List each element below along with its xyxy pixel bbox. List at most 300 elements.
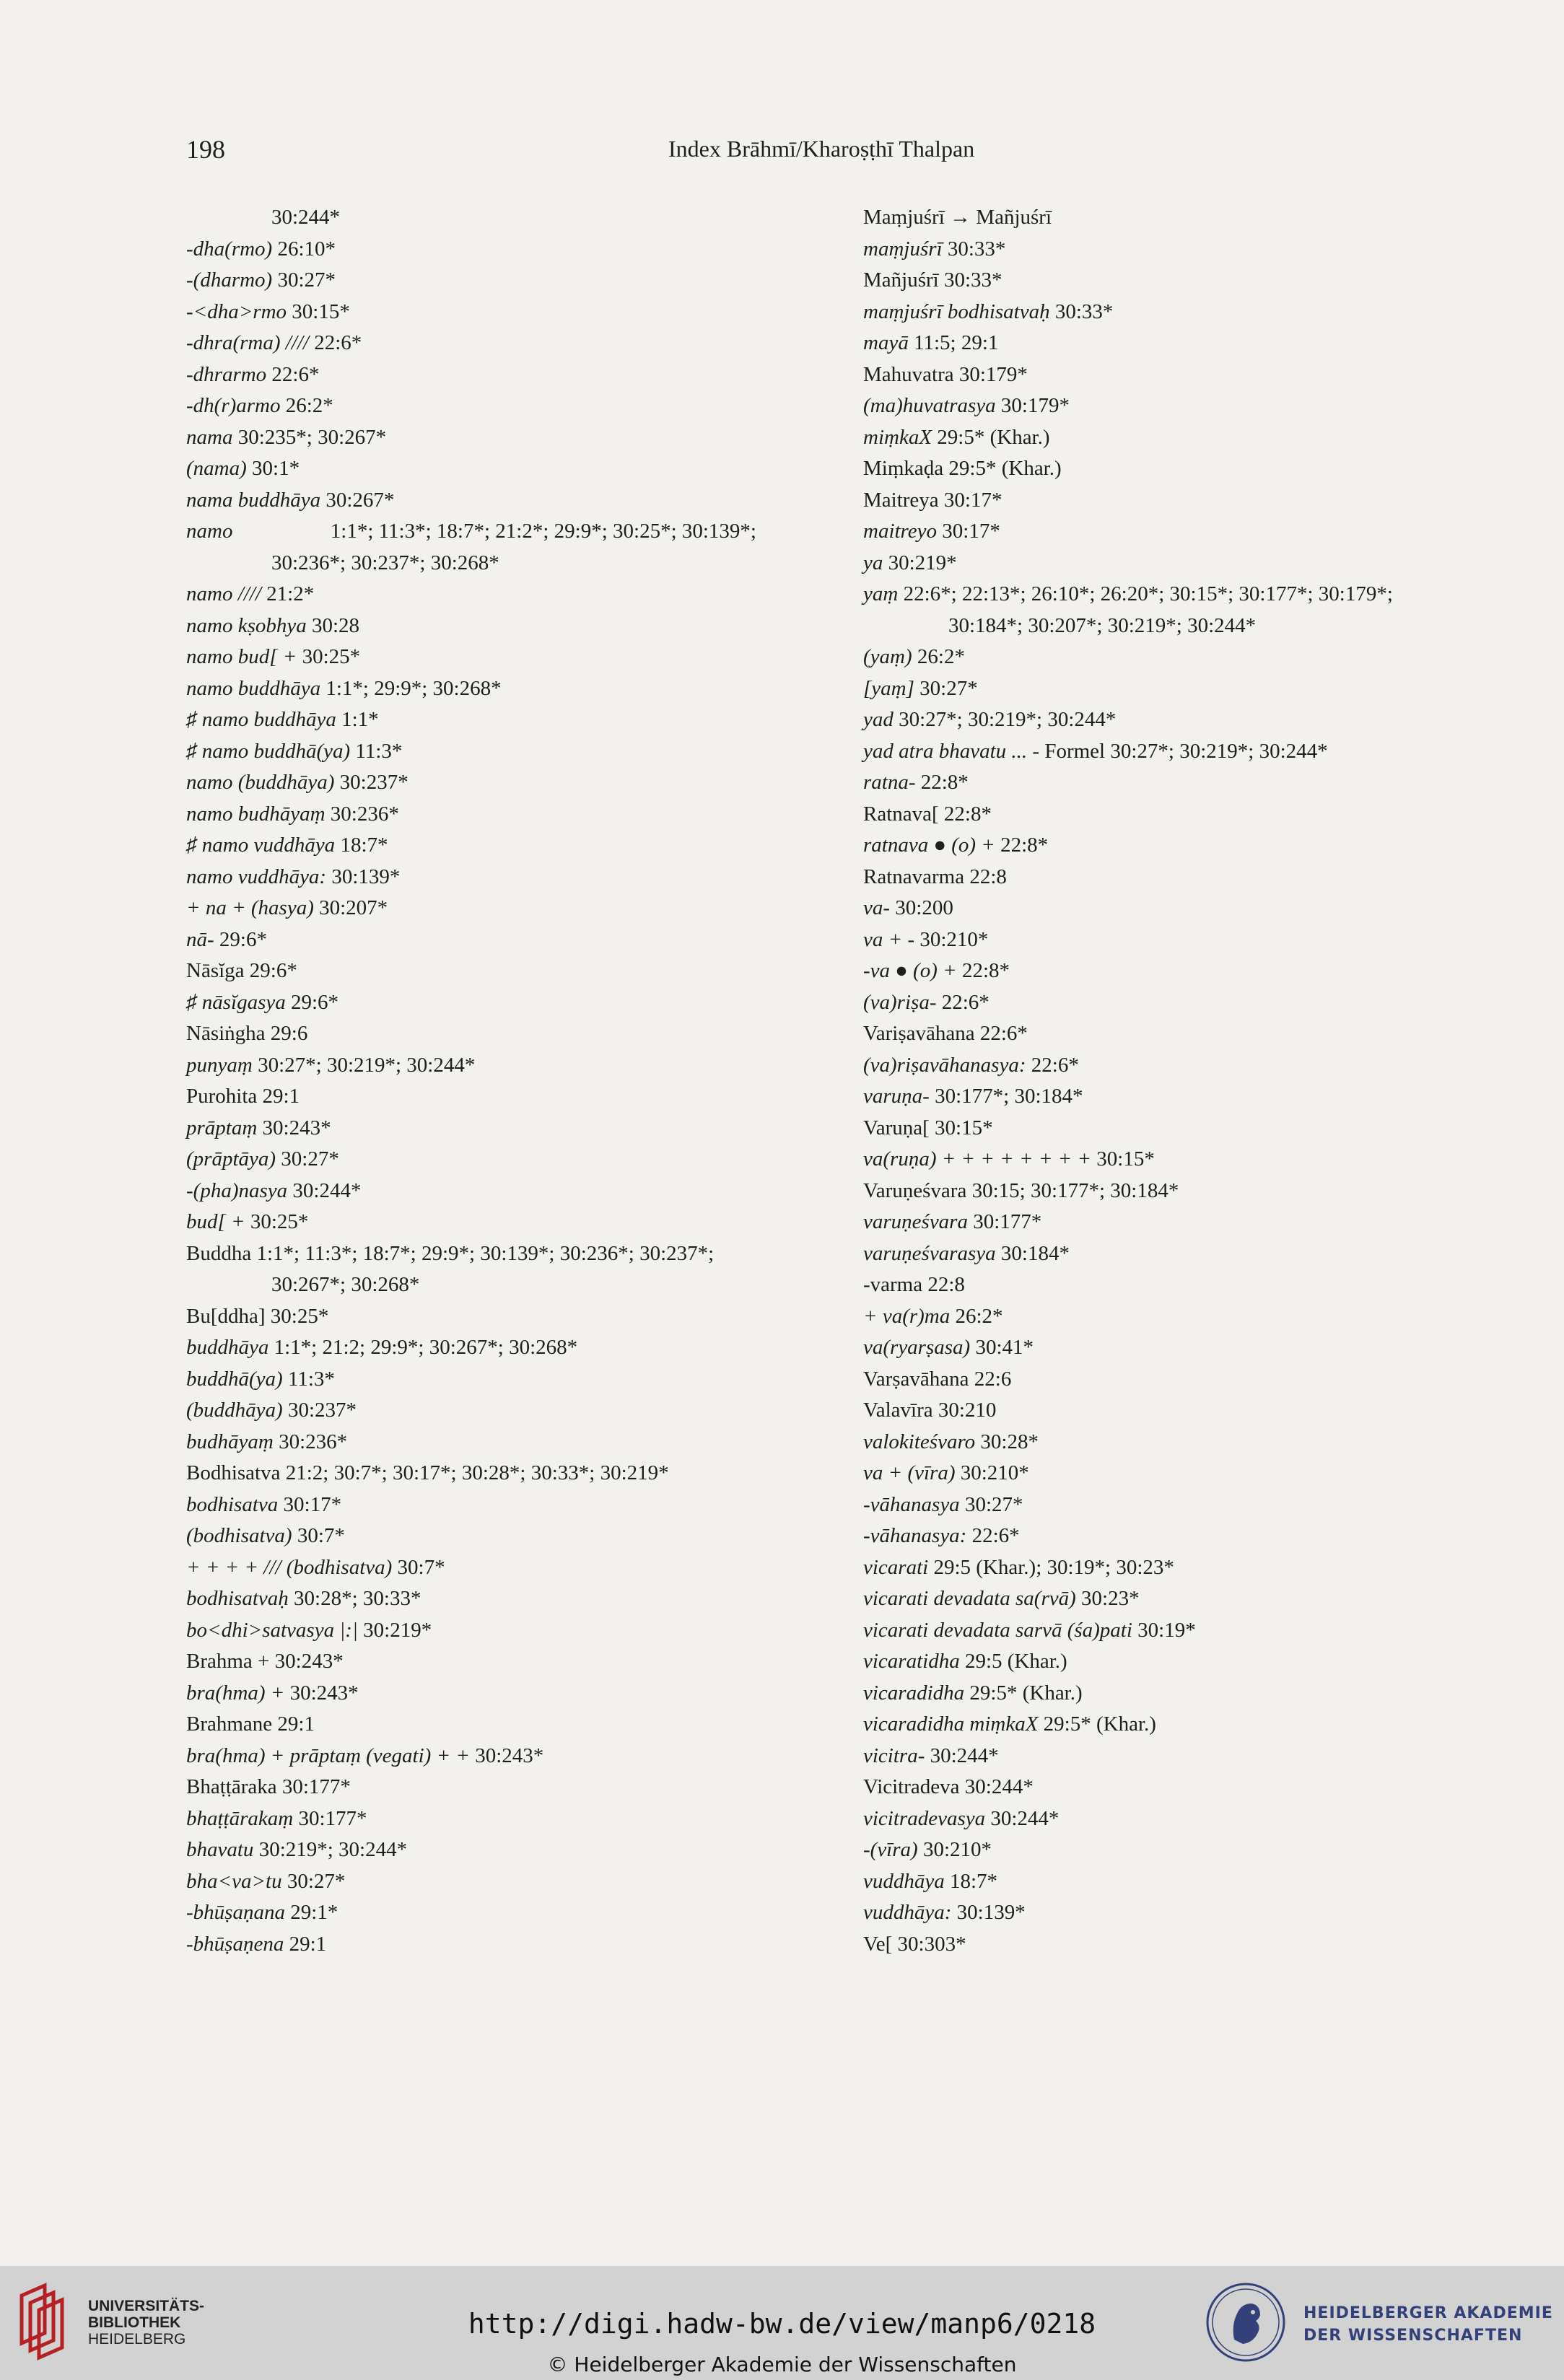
entry-references: - Formel 30:27*; 30:219*; 30:244* (1032, 739, 1328, 763)
index-entry (863, 1552, 1513, 1584)
index-entry (863, 1458, 1513, 1489)
entry-headword: -va ● (o) + (863, 959, 957, 982)
entry-headword: vuddhāya: (863, 1901, 952, 1924)
entry-references: 18:7* (340, 834, 388, 857)
index-entry (186, 1269, 814, 1301)
university-library-name: UNIVERSITÄTS- BIBLIOTHEK HEIDELBERG (88, 2298, 205, 2348)
index-entry (186, 1709, 814, 1741)
index-entry (186, 1772, 814, 1803)
entry-headword: namo budhāyaṃ (186, 802, 326, 826)
entry-headword: ♯ namo buddhāya (186, 708, 336, 731)
index-entry (186, 1521, 814, 1552)
index-entry (863, 955, 1513, 987)
index-entry (863, 1678, 1513, 1710)
entry-references: 30:177* (298, 1806, 367, 1830)
index-entry (863, 1018, 1513, 1050)
entry-headword: namo (buddhāya) (186, 771, 335, 794)
entry-references: 30:28*; 30:33* (294, 1587, 421, 1610)
index-entry (186, 328, 814, 359)
entry-references: 29:5 (Khar.); 30:19*; 30:23* (933, 1555, 1174, 1579)
entry-references: 22:8* (961, 959, 1010, 982)
entry-headword: maṃjuśrī bodhisatvaḥ (863, 299, 1050, 323)
entry-headword: vicarati devadata sa(rvā) (863, 1587, 1076, 1610)
entry-references: 30:17* (942, 520, 1000, 543)
entry-headword: punyaṃ (186, 1053, 253, 1077)
entry-headword: -dha(rmo) (186, 237, 273, 261)
entry-headword: -vāhanasya: (863, 1524, 967, 1547)
entry-references: 30:244* (930, 1744, 999, 1767)
index-entry (863, 1929, 1513, 1961)
entry-references: 30:244* (271, 206, 341, 229)
entry-references: 11:3* (355, 739, 403, 763)
entry-references: 30:179* (958, 362, 1028, 386)
index-entry (186, 234, 814, 266)
entry-headword: vicaradidha miṃkaX (863, 1712, 1039, 1736)
index-entry (863, 390, 1513, 422)
entry-headword: Brahmane (186, 1712, 273, 1736)
entry-references: 22:8 (927, 1273, 965, 1296)
index-entry (186, 1364, 814, 1396)
page-number: 198 (186, 135, 225, 164)
entry-references: 30:184*; 30:207*; 30:219*; 30:244* (948, 613, 1257, 637)
entry-references: 30:27* (281, 1147, 339, 1171)
entry-headword: Bodhisatva (186, 1461, 281, 1484)
entry-headword: va + (vīra) (863, 1461, 956, 1484)
entry-headword: vicarati devadata sarvā (śa)pati (863, 1618, 1132, 1642)
footer-bar (0, 2266, 1564, 2380)
entry-headword: bhaṭṭārakaṃ (186, 1806, 294, 1830)
index-entry (186, 202, 814, 234)
entry-headword: valokiteśvaro (863, 1430, 976, 1453)
entry-references: 30:235*; 30:267* (237, 425, 387, 449)
entry-references: 30:25* (302, 645, 361, 668)
index-entry (863, 1238, 1513, 1270)
index-entry (863, 893, 1513, 924)
entry-references: 30:236*; 30:237*; 30:268* (271, 551, 499, 574)
index-entry (863, 1081, 1513, 1113)
entry-headword: Maitreya (863, 488, 939, 512)
entry-headword: Ratnavarma (863, 865, 965, 888)
index-entry (186, 485, 814, 517)
academy-seal-icon (1205, 2282, 1286, 2363)
entry-references: 22:6* (979, 1022, 1028, 1045)
entry-headword: Purohita (186, 1085, 258, 1108)
index-entry (186, 1207, 814, 1238)
entry-headword: vicarati (863, 1555, 929, 1579)
index-entry (186, 390, 814, 422)
entry-references: 30:210* (922, 1838, 992, 1861)
entry-references: 30:1* (252, 457, 300, 480)
entry-references: 30:210 (938, 1399, 997, 1422)
copyright-notice: © Heidelberger Akademie der Wissenschaften (547, 2353, 1017, 2376)
entry-headword: budhāyaṃ (186, 1430, 274, 1453)
entry-references: 11:5; 29:1 (914, 331, 999, 354)
entry-headword: maṃjuśrī (863, 237, 943, 261)
entry-headword: Brahma + (186, 1650, 270, 1673)
entry-headword: Nāsĭga (186, 959, 245, 982)
entry-references: 29:1 (262, 1085, 300, 1108)
index-entry (186, 1332, 814, 1364)
entry-references: 1:1*; 29:9*; 30:268* (326, 676, 502, 700)
entry-headword: -dhrarmo (186, 362, 267, 386)
entry-references: 21:2* (266, 582, 315, 605)
index-entry (863, 1332, 1513, 1364)
entry-references: 30:303* (897, 1932, 966, 1956)
entry-references: 1:1*; 11:3*; 18:7*; 29:9*; 30:139*; 30:236*; 30:237*; (256, 1241, 715, 1265)
entry-headword: vicaradidha (863, 1681, 965, 1705)
index-entry (186, 955, 814, 987)
entry-headword: bra(hma) + prāptaṃ (vegati) + + (186, 1744, 470, 1767)
index-entry (863, 924, 1513, 956)
entry-headword: (nama) (186, 457, 247, 480)
index-entry (186, 579, 814, 611)
entry-headword: ya (863, 551, 883, 574)
entry-references: 30:15; 30:177*; 30:184* (971, 1178, 1179, 1202)
entry-headword: bud[ + (186, 1210, 245, 1233)
index-entry (863, 202, 1513, 234)
entry-references: 30:28* (980, 1430, 1039, 1453)
entry-references: 29:1 (277, 1712, 315, 1736)
entry-references: 22:6* (941, 990, 989, 1014)
index-entry (863, 1615, 1513, 1647)
index-entry (863, 1395, 1513, 1427)
entry-references: 30:244* (964, 1775, 1034, 1798)
entry-headword: bha<va>tu (186, 1869, 282, 1893)
index-entry (863, 1741, 1513, 1772)
index-entry (186, 1803, 814, 1835)
entry-headword: prāptaṃ (186, 1116, 258, 1139)
index-entry (186, 1238, 814, 1270)
entry-references: 18:7* (950, 1869, 998, 1893)
entry-headword: (ma)huvatrasya (863, 394, 996, 417)
entry-references: 30:177*; 30:184* (935, 1085, 1083, 1108)
entry-headword: -(vīra) (863, 1838, 918, 1861)
index-entry (863, 234, 1513, 266)
entry-references: 30:177* (973, 1210, 1042, 1233)
entry-headword: Ratnava[ (863, 802, 939, 826)
entry-references: 30:33* (947, 237, 1006, 261)
entry-headword: namo buddhāya (186, 676, 321, 700)
entry-references: 22:6* (314, 331, 362, 354)
entry-headword: vuddhāya (863, 1869, 945, 1893)
index-entry (863, 1207, 1513, 1238)
entry-references: 29:1* (290, 1901, 338, 1924)
entry-headword: yad (863, 708, 894, 731)
entry-references: 30:179* (1000, 394, 1070, 417)
entry-headword: ratna- (863, 771, 916, 794)
entry-headword: bo<dhi>satvasya |:| (186, 1618, 358, 1642)
index-entry (863, 485, 1513, 517)
index-entry (186, 1552, 814, 1584)
index-entry (186, 1646, 814, 1678)
entry-references: 30:15* (292, 299, 350, 323)
entry-headword: nā- (186, 927, 214, 951)
entry-references: 30:15* (1096, 1147, 1155, 1171)
index-entry (863, 1176, 1513, 1207)
entry-references: 30:19* (1137, 1618, 1196, 1642)
index-entry (863, 1646, 1513, 1678)
entry-headword: Mahuvatra (863, 362, 954, 386)
entry-headword: namo bud[ + (186, 645, 297, 668)
entry-headword: -vāhanasya (863, 1492, 960, 1516)
entry-references: 26:2* (917, 645, 965, 668)
entry-headword: varuṇa- (863, 1085, 930, 1108)
index-entry (863, 1834, 1513, 1866)
entry-references: 30:243* (475, 1744, 544, 1767)
entry-references: 21:2; 30:7*; 30:17*; 30:28*; 30:33*; 30:219* (285, 1461, 669, 1484)
entry-references: 26:2* (285, 394, 333, 417)
index-entry (863, 1897, 1513, 1929)
index-entry (186, 642, 814, 673)
entry-headword: varuṇeśvara (863, 1210, 968, 1233)
entry-references: 30:7* (297, 1524, 345, 1547)
index-entry (186, 1678, 814, 1710)
entry-references: 30:184* (1000, 1241, 1070, 1265)
entry-references: 30:33* (943, 268, 1002, 292)
entry-references: 22:6* (271, 362, 320, 386)
entry-headword: buddhā(ya) (186, 1367, 283, 1391)
entry-headword: miṃkaX (863, 425, 932, 449)
entry-references: 30:236* (330, 802, 399, 826)
index-entry (186, 1018, 814, 1050)
index-entry (186, 1081, 814, 1113)
entry-references: 30:219* (888, 551, 957, 574)
entry-headword: buddhāya (186, 1336, 269, 1359)
index-entry (863, 359, 1513, 391)
index-entry (186, 862, 814, 893)
index-entry (863, 1427, 1513, 1458)
entry-headword: nama buddhāya (186, 488, 321, 512)
index-entry (186, 453, 814, 485)
index-entry (186, 704, 814, 736)
index-entry (863, 1269, 1513, 1301)
index-entry (863, 265, 1513, 297)
index-entry (863, 830, 1513, 862)
entry-references: 1:1*; 21:2; 29:9*; 30:267*; 30:268* (274, 1336, 578, 1359)
entry-references: 22:8* (943, 802, 992, 826)
entry-references: 29:5* (Khar.) (969, 1681, 1083, 1705)
entry-references: 30:41* (975, 1336, 1034, 1359)
entry-headword: Nāsiṅgha (186, 1022, 266, 1045)
index-entry (863, 1772, 1513, 1803)
entry-references: 30:244* (292, 1178, 362, 1202)
entry-references: 30:219*; 30:244* (258, 1838, 408, 1861)
entry-references: 30:17* (283, 1492, 342, 1516)
entry-headword: (buddhāya) (186, 1399, 283, 1422)
index-entry (863, 767, 1513, 799)
entry-references: 30:7* (397, 1555, 445, 1579)
entry-headword: namo (186, 520, 233, 543)
index-entry (186, 799, 814, 831)
entry-headword: ratnava ● (o) + (863, 834, 995, 857)
entry-references: 22:8* (920, 771, 969, 794)
entry-headword: nama (186, 425, 233, 449)
entry-references: Mañjuśrī (976, 206, 1052, 229)
entry-references: 30:27* (277, 268, 336, 292)
entry-headword: (va)riṣa- (863, 990, 937, 1014)
entry-references: 30:243* (262, 1116, 331, 1139)
entry-references: 30:207* (319, 896, 388, 919)
entry-references: 30:139* (331, 865, 401, 888)
entry-headword: Bu[ddha] (186, 1304, 266, 1328)
entry-headword: Varuṇeśvara (863, 1178, 967, 1202)
index-entry (863, 1050, 1513, 1082)
entry-references: 26:2* (955, 1304, 1003, 1328)
entry-headword: (yaṃ) (863, 645, 912, 668)
entry-references: 30:237* (287, 1399, 357, 1422)
index-entry (186, 1113, 814, 1145)
entry-references: 30:139* (956, 1901, 1026, 1924)
entry-headword: mayā (863, 331, 909, 354)
entry-headword: Varṣavāhana (863, 1367, 969, 1391)
index-entry (863, 1866, 1513, 1898)
index-entry (186, 548, 814, 579)
entry-headword: Bhaṭṭāraka (186, 1775, 277, 1798)
index-entry (186, 611, 814, 642)
entry-references: 30:27* (919, 676, 978, 700)
entry-headword: vicaratidha (863, 1650, 960, 1673)
index-entry (186, 924, 814, 956)
entry-references: 30:33* (1054, 299, 1114, 323)
entry-references: 30:25* (250, 1210, 309, 1233)
index-entry (186, 422, 814, 454)
entry-headword: bodhisatva (186, 1492, 279, 1516)
entry-headword: vicitradevasya (863, 1806, 986, 1830)
entry-references: 29:6 (270, 1022, 308, 1045)
index-entry (863, 987, 1513, 1019)
entry-references: 30:27*; 30:219*; 30:244* (899, 708, 1117, 731)
entry-references: 30:244* (990, 1806, 1060, 1830)
entry-references: 22:6 (974, 1367, 1012, 1391)
entry-headword: Varuṇa[ (863, 1116, 930, 1139)
index-entry (186, 767, 814, 799)
entry-headword: namo //// (186, 582, 261, 605)
index-entry (863, 1803, 1513, 1835)
index-entry (863, 548, 1513, 579)
index-entry (863, 328, 1513, 359)
entry-headword: Maṃjuśrī → (863, 206, 971, 229)
entry-headword: bra(hma) + (186, 1681, 285, 1705)
entry-references: 30:219* (363, 1618, 432, 1642)
index-entry (186, 1583, 814, 1615)
index-entry (186, 1834, 814, 1866)
entry-headword: + + + + /// (bodhisatva) (186, 1555, 393, 1579)
entry-headword: Mañjuśrī (863, 268, 939, 292)
index-entry (863, 1709, 1513, 1741)
academy-name: HEIDELBERGER AKADEMIE DER WISSENSCHAFTEN (1303, 2304, 1553, 2345)
entry-headword: [yaṃ] (863, 676, 914, 700)
index-entry (186, 1741, 814, 1772)
entry-headword: Valavīra (863, 1399, 933, 1422)
index-entry (863, 673, 1513, 705)
index-entry (186, 516, 814, 548)
index-entry (186, 673, 814, 705)
index-entry (186, 1050, 814, 1082)
index-entry (186, 1301, 814, 1333)
index-entry (186, 830, 814, 862)
entry-references: 29:5* (Khar.) (1043, 1712, 1156, 1736)
index-entry (863, 1113, 1513, 1145)
entry-references: 30:27* (287, 1869, 346, 1893)
entry-references: 30:200 (895, 896, 953, 919)
entry-headword: (prāptāya) (186, 1147, 276, 1171)
running-head: Index Brāhmī/Kharoṣṭhī Thalpan (668, 136, 975, 162)
entry-references: 11:3* (287, 1367, 335, 1391)
entry-references: 30:243* (274, 1650, 344, 1673)
entry-headword: va- (863, 896, 891, 919)
entry-headword: namo vuddhāya: (186, 865, 327, 888)
index-entry (863, 1144, 1513, 1176)
source-url-link[interactable]: http://digi.hadw-bw.de/view/manp6/0218 (468, 2308, 1096, 2340)
entry-references: 30:23* (1081, 1587, 1140, 1610)
index-entry (863, 1301, 1513, 1333)
index-entry (863, 516, 1513, 548)
index-entry (186, 893, 814, 924)
index-entry (186, 1866, 814, 1898)
entry-references: 30:15* (935, 1116, 993, 1139)
entry-headword: ♯ namo buddhā(ya) (186, 739, 351, 763)
entry-references: 30:243* (289, 1681, 359, 1705)
index-entry (863, 453, 1513, 485)
index-entry (863, 736, 1513, 768)
entry-headword: va(ryarṣasa) (863, 1336, 971, 1359)
entry-references: 30:236* (279, 1430, 348, 1453)
index-entry (186, 1395, 814, 1427)
index-column-right (863, 202, 1513, 1960)
index-entry (863, 1521, 1513, 1552)
entry-headword: va + - (863, 927, 915, 951)
entry-references: 30:267*; 30:268* (271, 1273, 420, 1296)
entry-headword: varuṇeśvarasya (863, 1241, 996, 1265)
entry-headword: -(dharmo) (186, 268, 273, 292)
entry-headword: -dhra(rma) //// (186, 331, 309, 354)
entry-references: 29:6* (291, 990, 339, 1014)
index-entry (863, 297, 1513, 328)
entry-headword: (bodhisatva) (186, 1524, 292, 1547)
entry-headword: + va(r)ma (863, 1304, 951, 1328)
index-entry (186, 297, 814, 328)
entry-references: 30:237* (339, 771, 409, 794)
entry-references: 30:27*; 30:219*; 30:244* (258, 1053, 476, 1077)
entry-headword: Buddha (186, 1241, 252, 1265)
entry-references: 1:1*; 11:3*; 18:7*; 21:2*; 29:9*; 30:25*; 30:139*; (330, 520, 756, 543)
index-column-left (186, 202, 814, 1960)
entry-headword: -dh(r)armo (186, 394, 281, 417)
entry-headword: namo kṣobhya (186, 613, 307, 637)
index-entry (863, 862, 1513, 893)
entry-references: 29:6* (219, 927, 267, 951)
entry-headword: -bhūṣaṇana (186, 1901, 285, 1924)
entry-headword: -(pha)nasya (186, 1178, 288, 1202)
entry-headword: bhavatu (186, 1838, 254, 1861)
index-entry (863, 579, 1513, 611)
entry-references: 30:210* (960, 1461, 1029, 1484)
entry-references: 30:267* (326, 488, 395, 512)
entry-references: 29:5* (Khar.) (948, 457, 1062, 480)
entry-headword: Vicitradeva (863, 1775, 960, 1798)
index-entry (863, 1364, 1513, 1396)
entry-references: 22:6* (971, 1524, 1020, 1547)
entry-references: 22:8 (969, 865, 1007, 888)
entry-references: 30:177* (281, 1775, 351, 1798)
index-entry (186, 1489, 814, 1521)
entry-headword: maitreyo (863, 520, 938, 543)
entry-headword: -bhūṣaṇena (186, 1932, 284, 1956)
entry-headword: Miṃkaḍa (863, 457, 944, 480)
entry-references: 30:210* (919, 927, 989, 951)
entry-references: 22:6* (1031, 1053, 1079, 1077)
entry-references: 22:8* (1000, 834, 1049, 857)
